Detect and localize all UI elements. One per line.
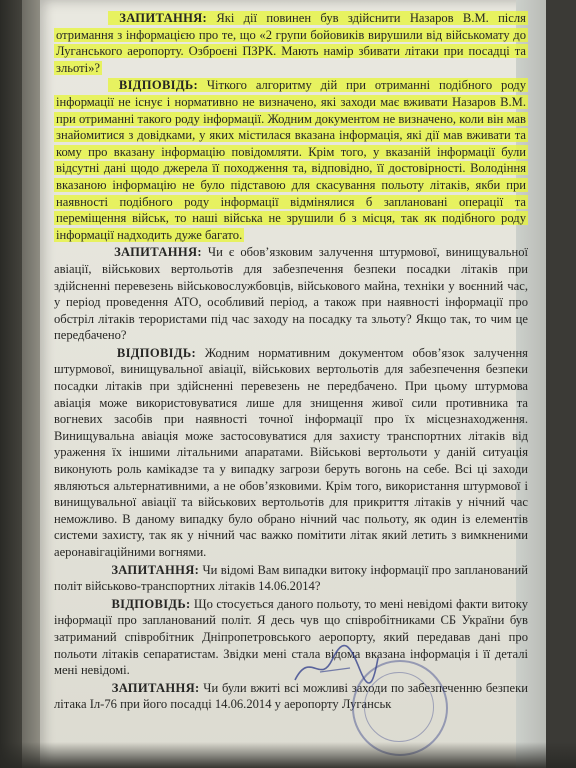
question-text: Чи відомі Вам випадки витоку інформації про запланований політ військово-транспортних літаків 14.06.2014? [54, 562, 529, 594]
question-1 [54, 10, 528, 76]
question-3 [54, 562, 528, 595]
answer-text: Що стосується даного польоту, то мені невідомі факти витоку інформації про запланований політ. Я десь чув що співробітниками СБ України був затриманий співробітник Дніпропетровського аеропорту, який передавав дані про польоти літаків сепаратистам. Звідки мені стала відома вказана інформація і її деталі мені невідомі. [54, 596, 529, 678]
question-text: Чи є обов’язковим залучення штурмової, винищувальної авіації, військових вертольотів для забезпечення безпеки посадки літаків при здійсненні перевезень військовослужбовців, військового майна, техніки у воєнний час, у період проведення АТО, особливий період, а також при наявності інформації про обстріл літаків терористами під час заходу на посадку та зльоту? Якщо так, то чим це передбачено? [54, 245, 529, 343]
question-text: Які дії повинен був здійснити Назаров В.М. після отримання з інформацією про те, що «2 групи бойовиків вирушили від військомату до Луганського аеропорту. Озброєні ПЗРК. Мають намір збивати літаки при посадці та зльоті»? [56, 11, 526, 75]
answer-label: ВІДПОВІДЬ: [111, 596, 191, 611]
document-text [54, 10, 528, 714]
answer-label: ВІДПОВІДЬ: [116, 345, 196, 360]
document-page [40, 0, 546, 768]
answer-label: ВІДПОВІДЬ: [118, 78, 198, 93]
stamp-inner-ring [364, 672, 434, 742]
question-label: ЗАПИТАННЯ: [111, 680, 200, 695]
question-label: ЗАПИТАННЯ: [119, 11, 208, 25]
question-label: ЗАПИТАННЯ: [114, 245, 202, 260]
binder-strip [22, 0, 40, 768]
answer-text: Жодним нормативним документом обов’язок залучення штурмової, винищувальної авіації, військових вертольотів для забезпечення безпеки посадки літаків при здійсненні перевезень не передбачено. При цьому штурмова авіація може використовуватися лише для знищення живої сили противника та вогневих засобів при наявності точної інформації про їх місцезнаходження. Винищувальна авіація може застосовуватися для захисту транспортних літаків від ураження їх іншими літальними апаратами. Військові вертольоти у даній ситуація виконують роль камікадзе та у випадку загрози беруть вогонь на себе. Всі ці заходи являються альтернативними, а не обов’язковими. Крім того, використання штурмової і винищувальної авіації та військових вертольотів для прикриття літаків у нічний час неможливо. В даному випадку було обрано нічний час польоту, як один із елементів системи захисту, так як у нічний час важко помітити літак який летить з вимкненими аеронавігаційними вогнями. [54, 345, 528, 559]
photo-bottom-edge [0, 742, 576, 768]
question-text: Чи були вжиті всі можливі заходи по забезпеченню безпеки літака Іл-76 при його посадці 14.06.2014 у аеропорту Луганськ [54, 680, 528, 712]
question-2 [54, 244, 528, 344]
answer-2 [54, 345, 528, 561]
answer-1 [54, 77, 528, 243]
answer-text: Чіткого алгоритму дій при отриманні подібного роду інформації не існує і нормативно не визначено, які заходи має вживати Назаров В.М. при отриманні такого роду інформації. Жодним документом не визначено, коли він мав знайомитися з довідками, у яких містилася вказана інформація, які дії мав вживати та кому про вказану інформацію повідомляти. Крім того, у вказаній інформації були відсутні дані щодо джерела її походження та, відповідно, її достовірності. Володіння вказаною інформацію не було підставою для скасування польоту літаків, якби при наявності подібного роду інформації відмінялися б заплановані операції та переміщення військ, то наші війська не зрушили б з місця, так як подібного роду інформації надходить дуже багато. [56, 78, 526, 242]
question-label: ЗАПИТАННЯ: [111, 562, 200, 577]
